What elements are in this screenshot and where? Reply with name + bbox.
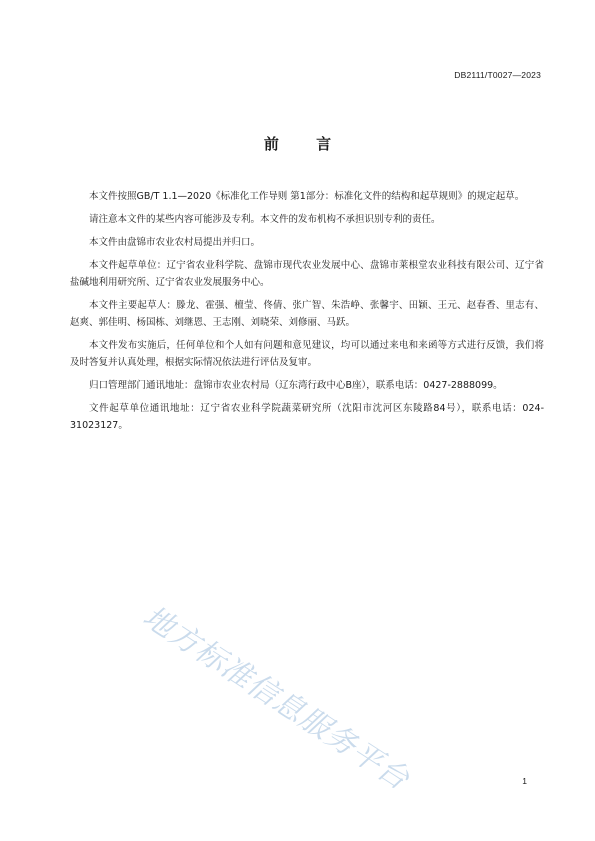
watermark-text: 地方标准信息服务平台 (136, 599, 416, 798)
paragraph-proposer: 本文件由盘锦市农业农村局提出并归口。 (89, 237, 261, 248)
document-body (70, 188, 544, 440)
paragraph-drafters: 本文件主要起草人：滕龙、霍强、檀莹、佟倩、张广智、朱浩峥、张馨宇、田颖、王元、赵春香、里志有、赵爽、郭佳明、杨国栋、刘继恩、王志刚、刘晓荣、刘修丽、马跃。 (70, 300, 544, 328)
paragraph-standard-basis: 本文件按照GB/T 1.1—2020《标准化工作导则 第1部分：标准化文件的结构和起草规则》的规定起草。 (89, 191, 525, 202)
paragraph-drafting-units: 本文件起草单位：辽宁省农业科学院、盘锦市现代农业发展中心、盘锦市莱根堂农业科技有限公司、辽宁省盐碱地利用研究所、辽宁省农业发展服务中心。 (70, 260, 544, 288)
paragraph-patent-notice: 请注意本文件的某些内容可能涉及专利。本文件的发布机构不承担识别专利的责任。 (89, 214, 441, 225)
document-code: DB2111/T0027—2023 (454, 70, 541, 80)
paragraph-feedback: 本文件发布实施后，任何单位和个人如有问题和意见建议，均可以通过来电和来函等方式进行反馈，我们将及时答复并认真处理，根据实际情况依法进行评估及复审。 (70, 340, 544, 368)
paragraph-admin-address: 归口管理部门通讯地址：盘锦市农业农村局（辽东湾行政中心B座），联系电话：0427-2888099。 (89, 380, 503, 391)
page-number: 1 (522, 776, 527, 786)
page-title: 前 言 (263, 135, 348, 153)
paragraph-drafter-address: 文件起草单位通讯地址：辽宁省农业科学院蔬菜研究所（沈阳市沈河区东陵路84号），联系电话：024-31023127。 (70, 403, 544, 431)
